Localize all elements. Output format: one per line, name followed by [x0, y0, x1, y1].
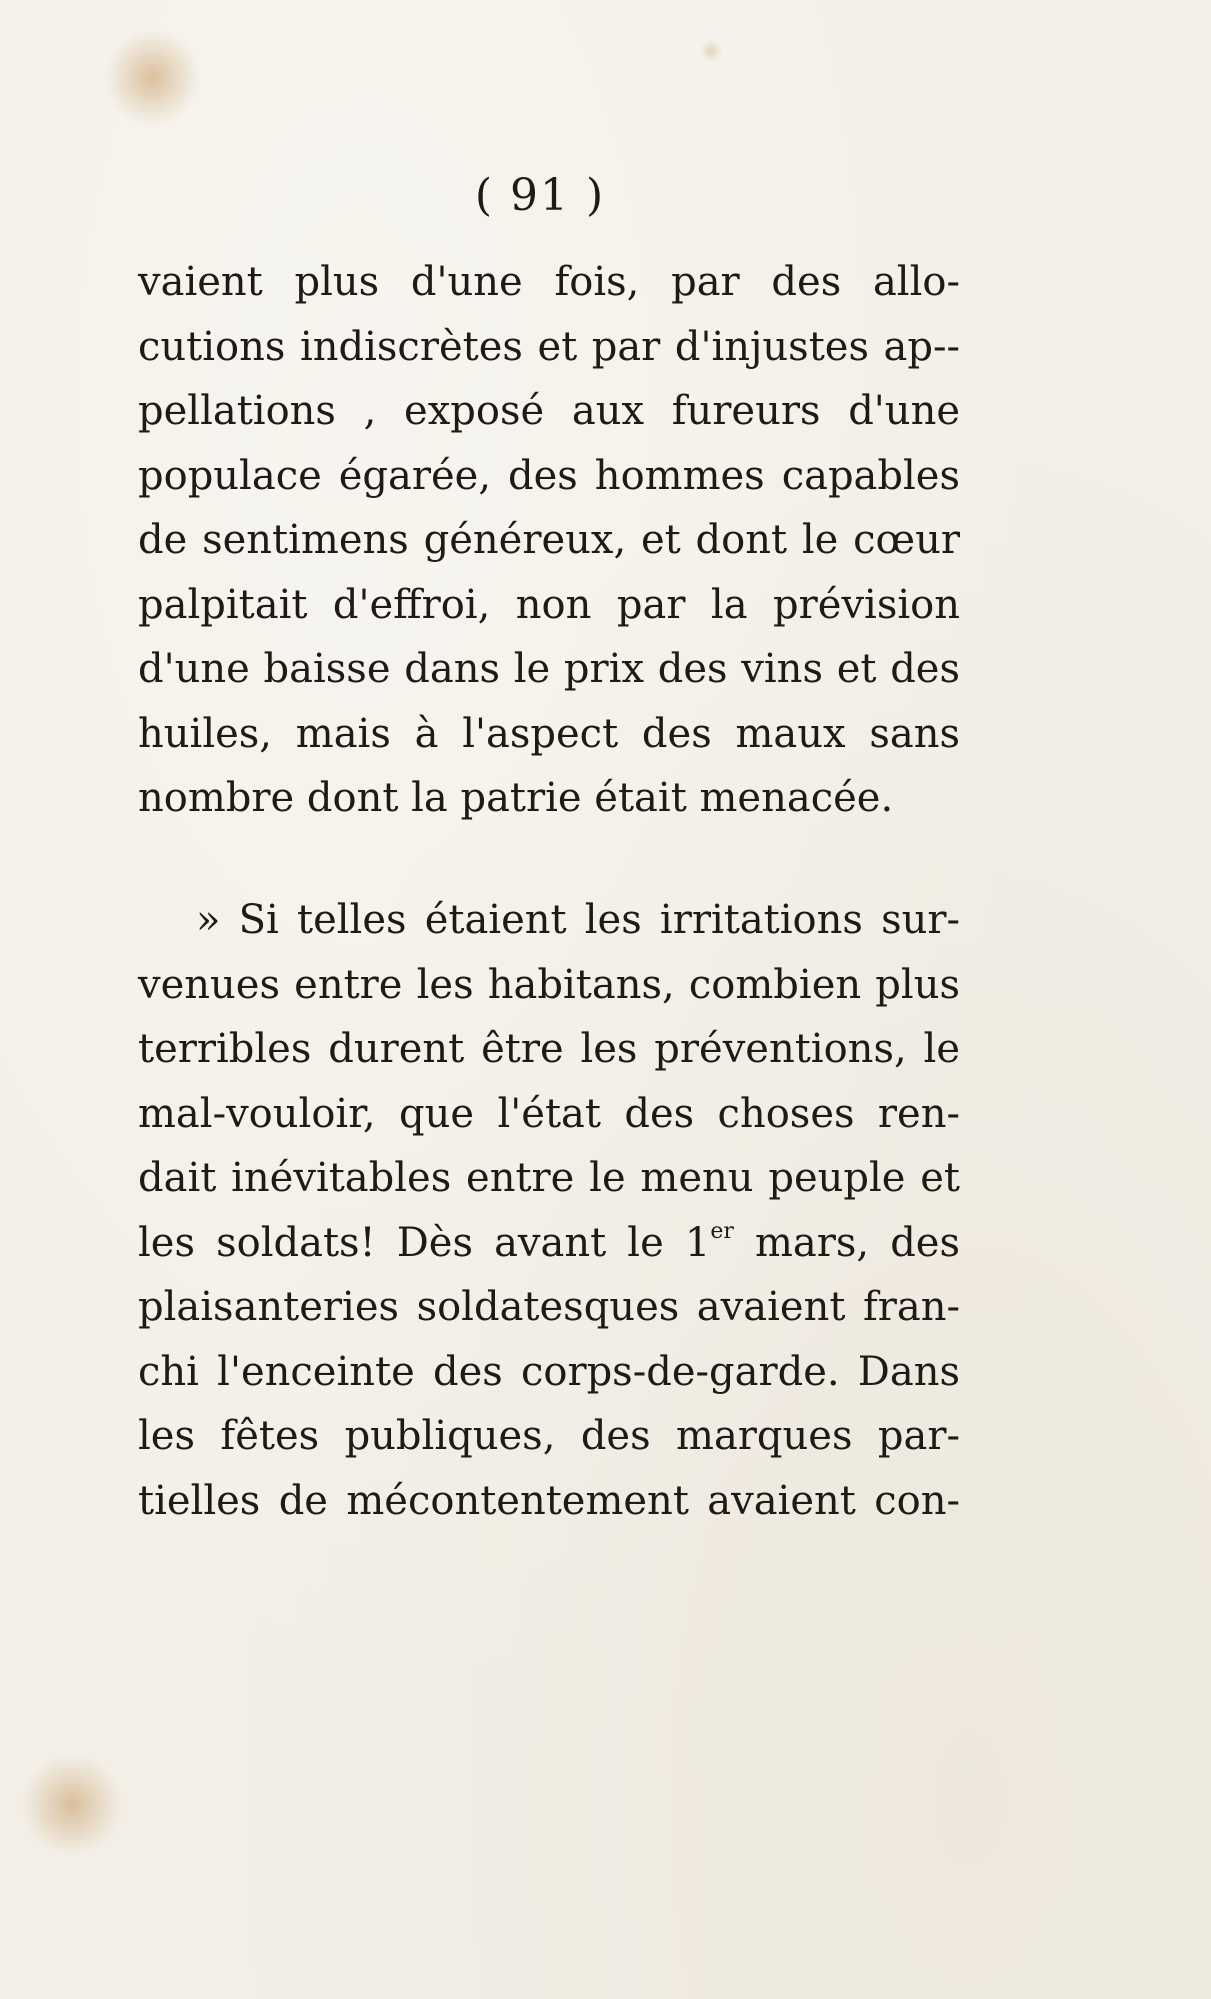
text-line: terribles durent être les préventions, le [138, 1026, 960, 1072]
text-fragment: mars, des [733, 1219, 960, 1266]
ordinal-superscript: er [710, 1218, 734, 1244]
text-line: tielles de mécontentement avaient con- [138, 1477, 960, 1524]
foxing-stain [105, 30, 200, 125]
text-line: venues entre les habitans, combien plus [138, 961, 960, 1008]
text-line: cutions indiscrètes et par d'injustes ap-- [138, 323, 960, 370]
text-line: plaisanteries soldatesques avaient fran- [138, 1284, 960, 1330]
foxing-stain [22, 1755, 122, 1855]
text-line: dait inévitables entre le menu peuple et [138, 1155, 960, 1201]
page-number: ( 91 ) [474, 170, 606, 221]
text-line-with-superscript [138, 1211, 960, 1276]
text-line: » Si telles étaient les irritations sur- [196, 897, 960, 943]
text-fragment: les soldats! Dès avant le 1 [138, 1219, 711, 1266]
text-line: palpitait d'effroi, non par la prévision [138, 581, 960, 628]
text-line: huiles, mais à l'aspect des maux sans [138, 710, 960, 757]
foxing-stain [700, 40, 722, 62]
text-line: les fêtes publiques, des marques par- [138, 1413, 960, 1459]
text-line: chi l'enceinte des corps-de-garde. Dans [138, 1348, 960, 1395]
text-line: populace égarée, des hommes capables [138, 452, 960, 499]
text-line: pellations , exposé aux fureurs d'une [138, 388, 960, 434]
text-line: d'une baisse dans le prix des vins et des [138, 646, 960, 692]
text-line: de sentimens généreux, et dont le cœur [138, 517, 960, 563]
text-line: mal-vouloir, que l'état des choses ren- [138, 1090, 960, 1137]
paragraph-2 [138, 888, 960, 1533]
text-line: nombre dont la patrie était menacée. [138, 775, 894, 821]
paragraph-1 [138, 250, 960, 831]
text-line: vaient plus d'une fois, par des allo- [138, 259, 960, 305]
